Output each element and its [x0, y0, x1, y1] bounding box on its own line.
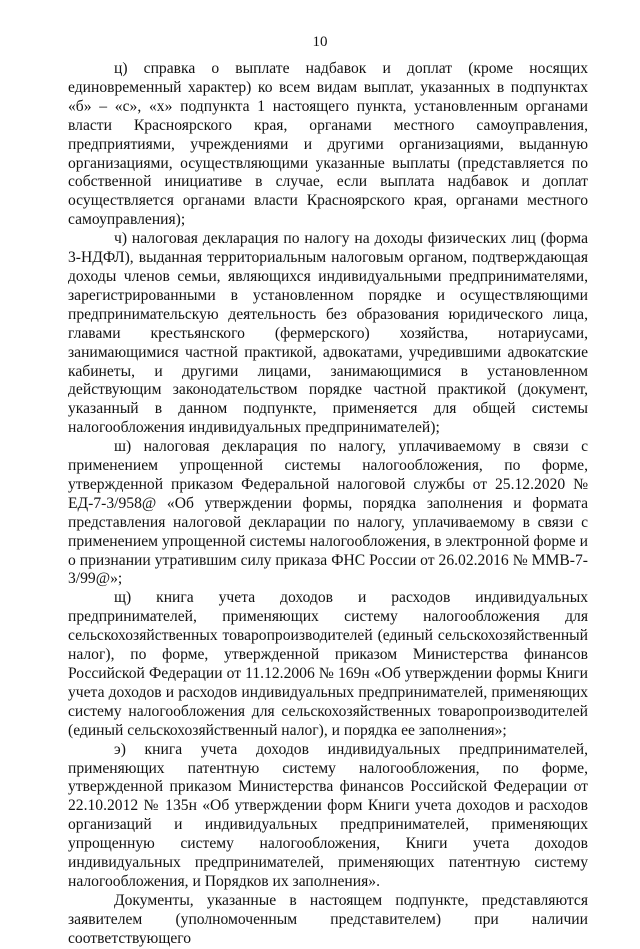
page-number: 10 — [312, 34, 328, 50]
paragraph-shch: щ) книга учета доходов и расходов индивидуальных предпринимателей, применяющих систему налогообложения для сельскохозяйственных товаропроизводителей (единый сельскохозяйственный налог), по форме, утвержденной приказом Министерства финансов Российской Федерации от 11.12.2006 № 169н «Об утверждении формы Книги учета доходов и расходов индивидуальных предпринимателей, применяющих систему налогообложения для сельскохозяйственных товаропроизводителей (единый сельскохозяйственный налог), и порядка ее заполнения»; — [68, 589, 588, 739]
paragraph-ch: ч) налоговая декларация по налогу на доходы физических лиц (форма 3-НДФЛ), выданная территориальным налоговым органом, подтверждающая доходы членов семьи, являющихся индивидуальными предпринимателями, зарегистрированными в установленном порядке и осуществляющими предпринимательскую деятельность без образования юридического лица, главами крестьянского (фермерского) хозяйства, нотариусами, занимающимися частной практикой, адвокатами, учредившими адвокатские кабинеты, и другими лицами, занимающимися в установленном действующим законодательством порядке частной практикой (документ, указанный в данном подпункте, применяется для общей системы налогообложения индивидуальных предпринимателей); — [68, 230, 588, 437]
paragraph-sh: ш) налоговая декларация по налогу, уплачиваемому в связи с применением упрощенной системы налогообложения, по форме, утвержденной приказом Федеральной налоговой службы от 25.12.2020 № ЕД-7-3/958@ «Об утверждении формы, порядка заполнения и формата представления налоговой декларации по налогу, уплачиваемому в связи с применением упрощенной системы налогообложения, в электронной форме и о признании утратившим силу приказа ФНС России от 26.02.2016 № ММВ-7-3/99@»; — [68, 438, 588, 588]
paragraph-documents: Документы, указанные в настоящем подпункте, представляются заявителем (уполномоченным представителем) при наличии соответствующего — [68, 891, 588, 947]
paragraph-ts: ц) справка о выплате надбавок и доплат (кроме носящих единовременный характер) ко всем видам выплат, указанных в подпунктах «б» – «с», «х» подпункта 1 настоящего пункта, установленным органами власти Красноярского края, органами местного самоуправления, предприятиями, учреждениями и другими организациями, выданную организациями, осуществляющими указанные выплаты (представляется по собственной инициативе в случае, если выплата надбавок и доплат осуществляется органами власти Красноярского края, органами местного самоуправления); — [68, 60, 588, 229]
paragraph-e: э) книга учета доходов индивидуальных предпринимателей, применяющих патентную систему налогообложения, по форме, утвержденной приказом Министерства финансов Российской Федерации от 22.10.2012 № 135н «Об утверждении форм Книги учета доходов и расходов организаций и индивидуальных предпринимателей, применяющих упрощенную систему налогообложения, Книги учета доходов индивидуальных предпринимателей, применяющих патентную систему налогообложения, и Порядков их заполнения». — [68, 740, 588, 890]
document-body — [68, 60, 588, 949]
